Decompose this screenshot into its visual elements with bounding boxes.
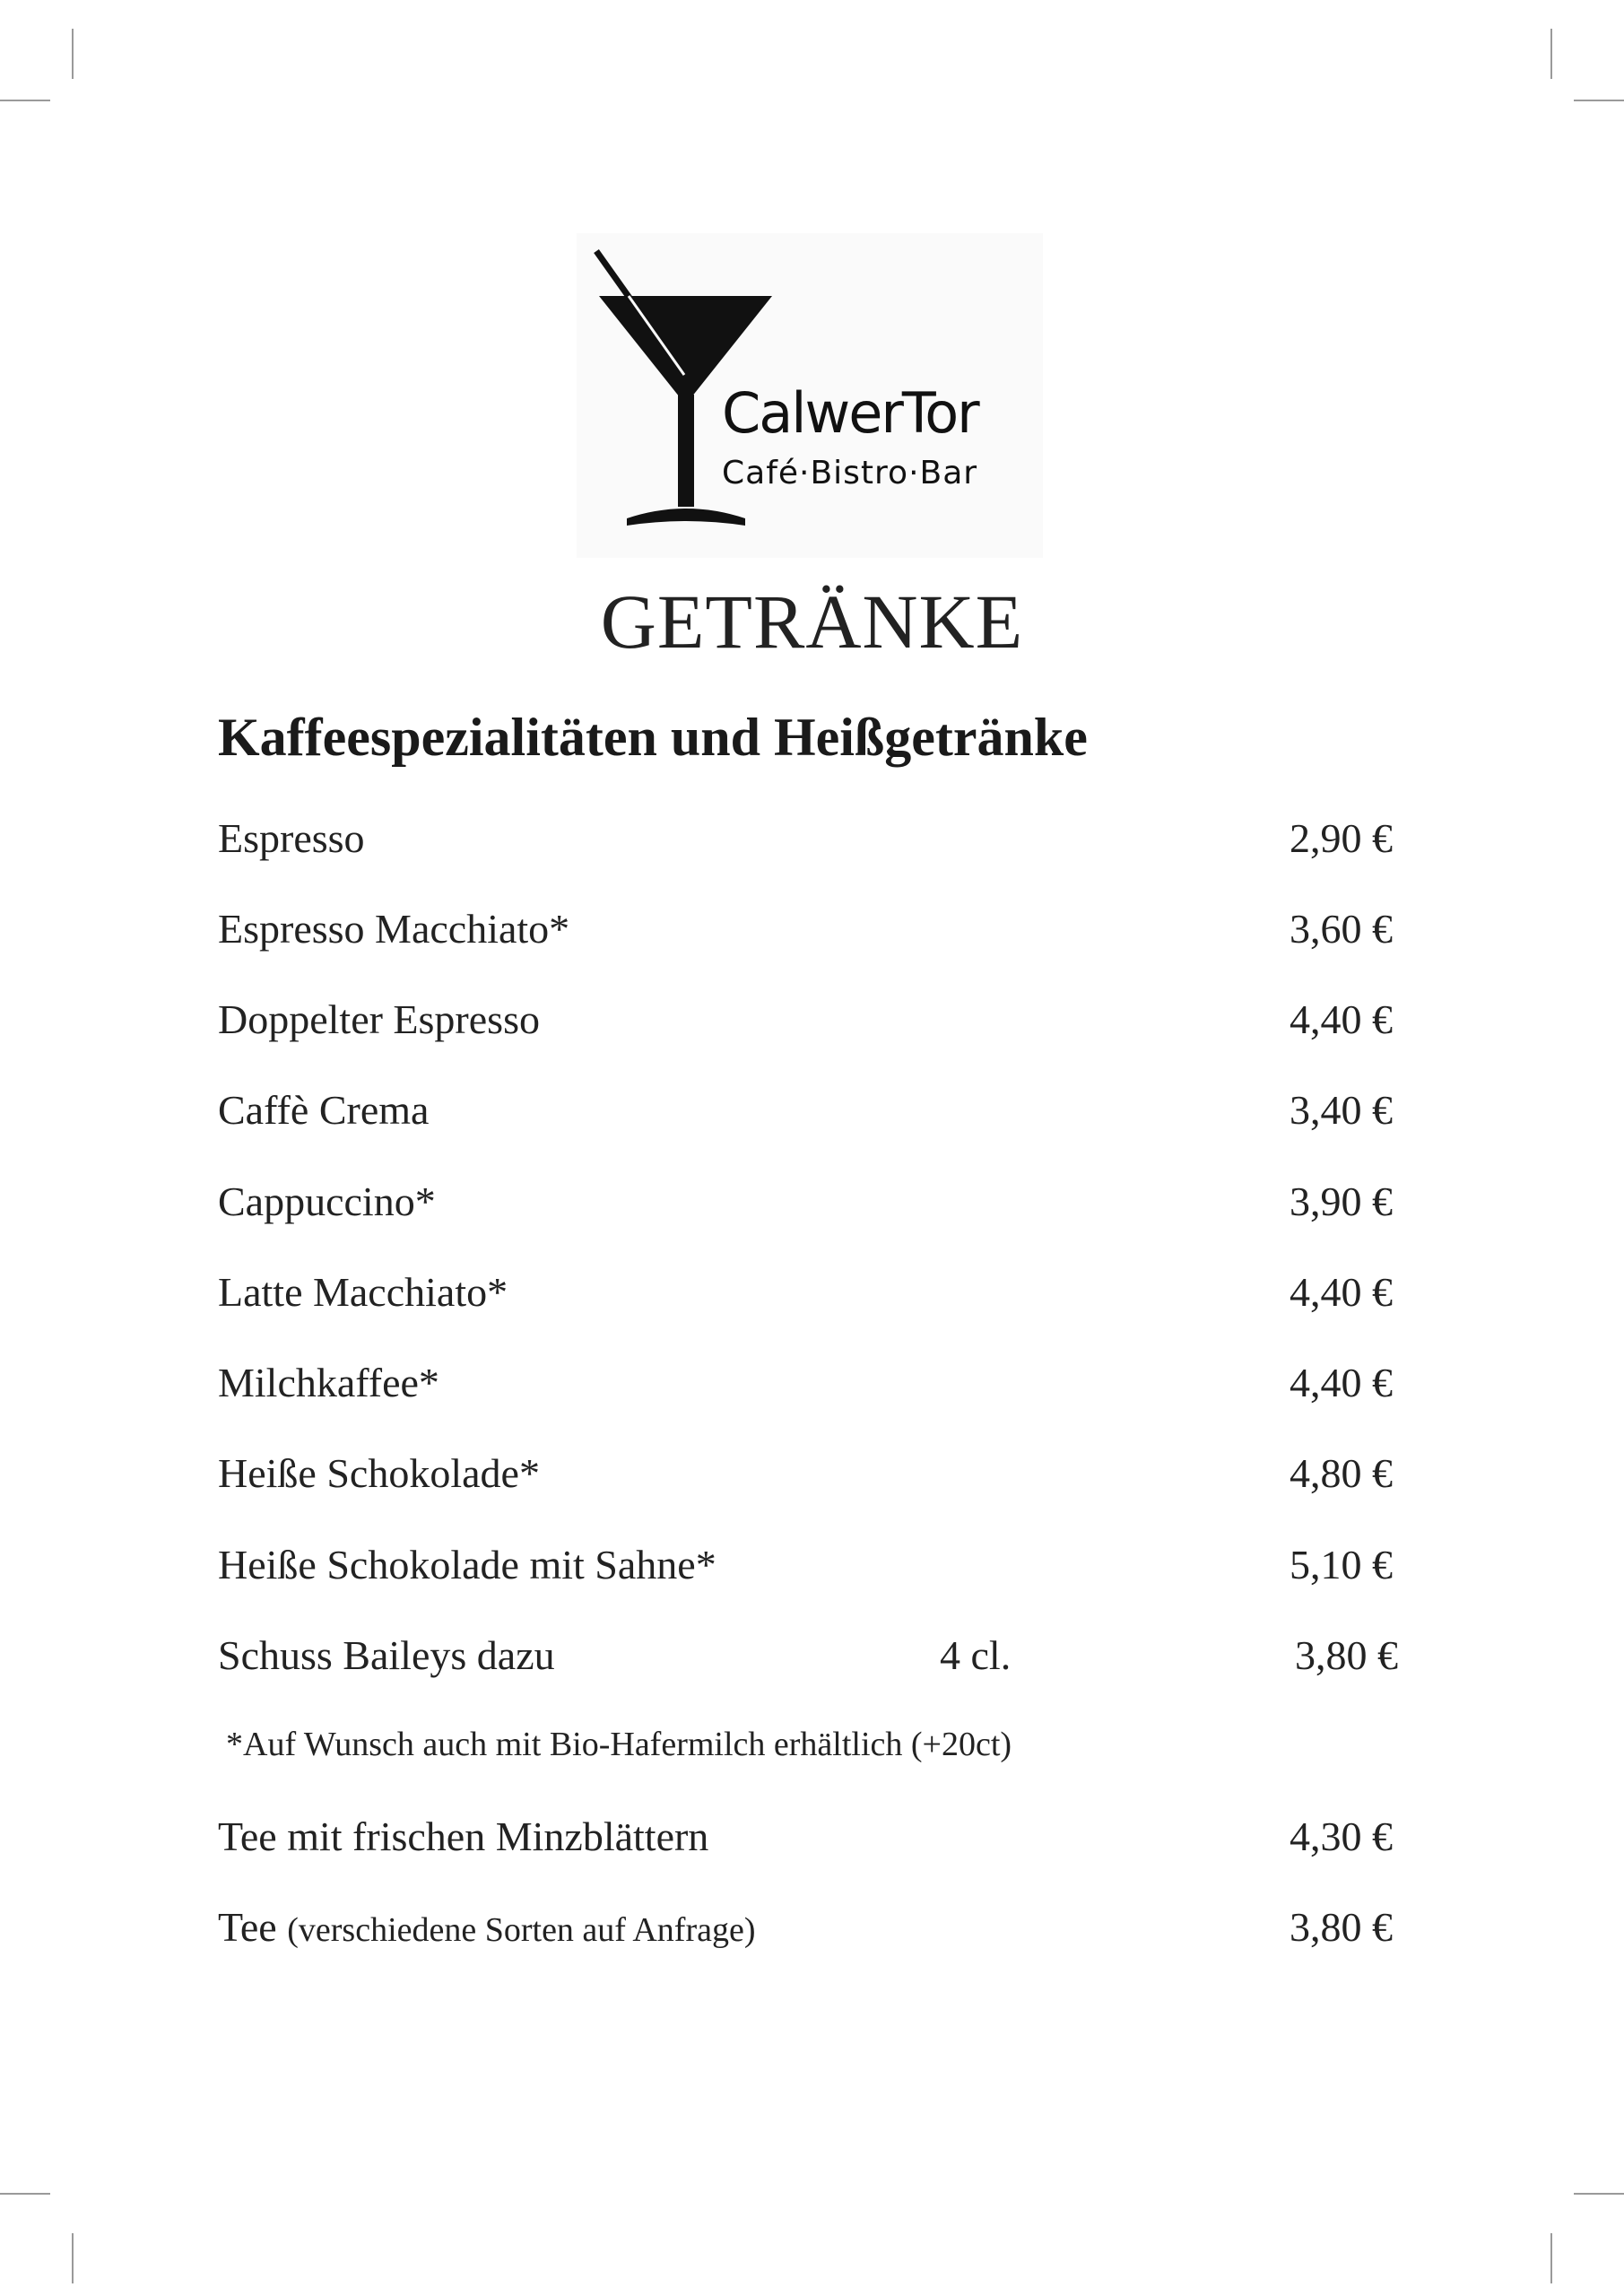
item-name: Tee xyxy=(218,1904,277,1950)
item-price: 4,40 € xyxy=(1290,1360,1393,1405)
menu-item xyxy=(218,1175,1393,1229)
item-price: 2,90 € xyxy=(1290,815,1393,861)
logo xyxy=(577,233,1043,558)
menu-item xyxy=(218,1538,1393,1592)
item-price: 3,60 € xyxy=(1290,906,1393,952)
item-name: Tee mit frischen Minzblättern xyxy=(218,1813,709,1859)
section-heading: Kaffeespezialitäten und Heißgetränke xyxy=(218,708,1088,767)
item-name: Heiße Schokolade mit Sahne* xyxy=(218,1542,716,1587)
menu-item xyxy=(218,993,1393,1047)
menu-item xyxy=(218,1356,1393,1410)
menu-item xyxy=(218,1629,1398,1683)
page-title: GETRÄNKE xyxy=(600,578,1024,665)
item-price: 4,30 € xyxy=(1290,1813,1393,1859)
crop-mark xyxy=(1550,29,1552,79)
item-price: 4,40 € xyxy=(1290,996,1393,1042)
item-price: 5,10 € xyxy=(1290,1542,1393,1587)
menu-item xyxy=(218,1265,1393,1319)
item-price: 3,90 € xyxy=(1290,1178,1393,1224)
crop-mark xyxy=(0,2193,50,2195)
logo-name: CalwerTor xyxy=(722,380,978,446)
item-name: Heiße Schokolade* xyxy=(218,1450,540,1496)
item-amount: 4 cl. xyxy=(940,1632,1012,1678)
crop-mark xyxy=(1574,2193,1624,2195)
logo-tagline: Café·Bistro·Bar xyxy=(722,455,978,491)
item-price: 3,80 € xyxy=(1295,1632,1398,1678)
item-name: Cappuccino* xyxy=(218,1178,436,1224)
item-price: 3,80 € xyxy=(1290,1904,1393,1950)
menu-item xyxy=(218,1810,1393,1864)
item-price: 4,40 € xyxy=(1290,1269,1393,1315)
item-name: Milchkaffee* xyxy=(218,1360,439,1405)
menu-item xyxy=(218,902,1393,956)
item-price: 4,80 € xyxy=(1290,1450,1393,1496)
menu-item xyxy=(218,1083,1393,1137)
item-name-group xyxy=(218,1900,756,1957)
menu-item xyxy=(218,1900,1393,1954)
footnote: *Auf Wunsch auch mit Bio-Hafermilch erhältlich (+20ct) xyxy=(226,1726,1012,1763)
menu-item xyxy=(218,1447,1393,1500)
item-name: Espresso xyxy=(218,815,365,861)
crop-mark xyxy=(0,100,50,101)
item-name: Doppelter Espresso xyxy=(218,996,540,1042)
crop-mark xyxy=(72,29,74,79)
item-note: (verschiedene Sorten auf Anfrage) xyxy=(287,1911,756,1949)
crop-mark xyxy=(1550,2233,1552,2283)
item-price: 3,40 € xyxy=(1290,1087,1393,1133)
item-name: Caffè Crema xyxy=(218,1087,430,1133)
menu-item xyxy=(218,812,1393,865)
item-name: Espresso Macchiato* xyxy=(218,906,570,952)
item-name: Latte Macchiato* xyxy=(218,1269,508,1315)
crop-mark xyxy=(72,2233,74,2283)
item-name: Schuss Baileys dazu xyxy=(218,1632,555,1678)
crop-mark xyxy=(1574,100,1624,101)
